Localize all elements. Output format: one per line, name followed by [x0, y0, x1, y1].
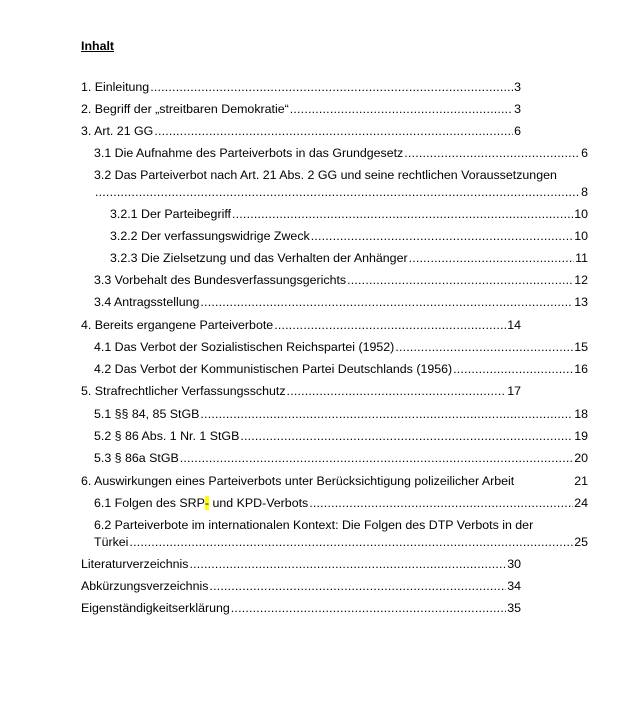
toc-entry-page: 30	[507, 557, 521, 571]
leader-dots	[274, 317, 506, 333]
toc-entry-5-2[interactable]	[94, 428, 588, 444]
leader-dots	[409, 250, 575, 266]
toc-entry-page: 3	[514, 80, 521, 94]
toc-entry-page: 17	[507, 384, 521, 398]
toc-entry-page: 15	[574, 340, 588, 354]
leader-dots	[95, 184, 580, 200]
leader-dots	[453, 361, 573, 377]
toc-entry-page: 6	[514, 124, 521, 138]
highlighted-hyphen: -	[204, 496, 210, 510]
toc-entry-3[interactable]	[81, 123, 521, 139]
toc-entry-page: 14	[507, 318, 521, 332]
toc-entry-page: 19	[574, 429, 588, 443]
toc-entry-6-2-title[interactable]: 6.2 Parteiverbote im internationalen Kontext: Die Folgen des DTP Verbots in der	[94, 518, 534, 532]
toc-entry-title: 4.1 Das Verbot der Sozialistischen Reichspartei (1952)	[94, 340, 395, 354]
toc-entry-title: 4. Bereits ergangene Parteiverbote	[81, 318, 274, 332]
toc-entry-page: 6	[581, 146, 588, 160]
toc-entry-4-1[interactable]	[94, 339, 588, 355]
toc-entry-title: 3.2.2 Der verfassungswidrige Zweck	[110, 229, 310, 243]
toc-entry-5-3[interactable]	[94, 450, 588, 466]
toc-entry-3-1[interactable]	[94, 145, 588, 161]
toc-entry-page: 20	[574, 451, 588, 465]
toc-entry-title-cont: Türkei	[94, 535, 129, 549]
toc-entry-page: 12	[574, 273, 588, 287]
toc-entry-title: 3.2.3 Die Zielsetzung und das Verhalten der Anhänger	[110, 251, 408, 265]
toc-entry-6[interactable]	[81, 473, 588, 489]
toc-entry-title: 3.2.1 Der Parteibegriff	[110, 207, 231, 221]
toc-entry-3-2-1[interactable]	[110, 206, 588, 222]
toc-entry-4-2[interactable]	[94, 361, 588, 377]
leader-dots	[200, 406, 573, 422]
leader-dots	[129, 534, 573, 550]
leader-dots	[287, 383, 507, 399]
toc-entry-title: 4.2 Das Verbot der Kommunistischen Partei Deutschlands (1956)	[94, 362, 453, 376]
toc-entry-page: 24	[574, 496, 588, 510]
toc-entry-6-1[interactable]	[94, 495, 588, 511]
toc-entry-5[interactable]	[81, 383, 521, 399]
toc-entry-3-3[interactable]	[94, 272, 588, 288]
toc-entry-title: 3. Art. 21 GG	[81, 124, 154, 138]
toc-entry-title: 3.4 Antragsstellung	[94, 295, 200, 309]
toc-entry-5-1[interactable]	[94, 406, 588, 422]
toc-entry-page: 35	[507, 601, 521, 615]
leader-dots	[290, 101, 513, 117]
toc-entry-title: 5.1 §§ 84, 85 StGB	[94, 407, 200, 421]
toc-entry-title: Eigenständigkeitserklärung	[81, 601, 230, 615]
toc-entry-title: Abkürzungsverzeichnis	[81, 579, 209, 593]
leader-dots	[209, 578, 506, 594]
leader-dots	[231, 600, 506, 616]
leader-dots	[200, 294, 573, 310]
leader-dots	[309, 495, 573, 511]
toc-entry-title: 2. Begriff der „streitbaren Demokratie“	[81, 102, 289, 116]
toc-entry-3-2-title[interactable]: 3.2 Das Parteiverbot nach Art. 21 Abs. 2 GG und seine rechtlichen Voraussetzungen	[94, 168, 557, 182]
toc-entry-title: 5.2 § 86 Abs. 1 Nr. 1 StGB	[94, 429, 240, 443]
toc-entry-title: 3.3 Vorbehalt des Bundesverfassungsgerichts	[94, 273, 347, 287]
toc-entry-page: 3	[514, 102, 521, 116]
title-part-a: 6.1 Folgen des SRP	[94, 496, 205, 510]
leader-dots	[189, 556, 506, 572]
toc-entry-page: 8	[581, 185, 588, 199]
leader-dots	[154, 123, 513, 139]
leader-dots	[311, 228, 573, 244]
toc-entry-title: 6. Auswirkungen eines Parteiverbots unter Berücksichtigung polizeilicher Arbeit	[81, 474, 515, 488]
toc-entry-3-2[interactable]	[94, 184, 588, 200]
toc-entry-abkuerzung[interactable]	[81, 578, 521, 594]
toc-entry-eigenstaendigkeit[interactable]	[81, 600, 521, 616]
leader-dots	[180, 450, 573, 466]
toc-entry-literatur[interactable]	[81, 556, 521, 572]
toc-entry-page: 11	[575, 251, 588, 265]
toc-entry-page: 10	[574, 207, 588, 221]
toc-entry-2[interactable]	[81, 101, 521, 117]
toc-entry-title: 3.1 Die Aufnahme des Parteiverbots in das Grundgesetz	[94, 146, 404, 160]
toc-entry-3-4[interactable]	[94, 294, 588, 310]
toc-entry-title: 5. Strafrechtlicher Verfassungsschutz	[81, 384, 286, 398]
toc-entry-6-2[interactable]	[94, 534, 588, 550]
toc-entry-page: 21	[574, 474, 588, 488]
toc-entry-4[interactable]	[81, 317, 521, 333]
title-part-b: und KPD-Verbots	[209, 496, 309, 510]
toc-entry-3-2-3[interactable]	[110, 250, 588, 266]
leader-dots	[395, 339, 573, 355]
toc-entry-page: 10	[574, 229, 588, 243]
toc-entry-title: Literaturverzeichnis	[81, 557, 189, 571]
toc-entry-title: 5.3 § 86a StGB	[94, 451, 179, 465]
toc-heading: Inhalt	[81, 39, 115, 53]
toc-entry-page: 16	[574, 362, 588, 376]
toc-entry-page: 13	[574, 295, 588, 309]
toc-entry-title: 1. Einleitung	[81, 80, 150, 94]
toc-entry-3-2-2[interactable]	[110, 228, 588, 244]
leader-dots	[240, 428, 573, 444]
leader-dots	[404, 145, 580, 161]
leader-dots	[150, 79, 513, 95]
leader-dots	[232, 206, 573, 222]
toc-entry-page: 34	[507, 579, 521, 593]
toc-entry-1[interactable]	[81, 79, 521, 95]
toc-entry-page: 25	[574, 535, 588, 549]
leader-dots	[347, 272, 573, 288]
toc-entry-page: 18	[574, 407, 588, 421]
toc-entry-title	[94, 495, 308, 511]
